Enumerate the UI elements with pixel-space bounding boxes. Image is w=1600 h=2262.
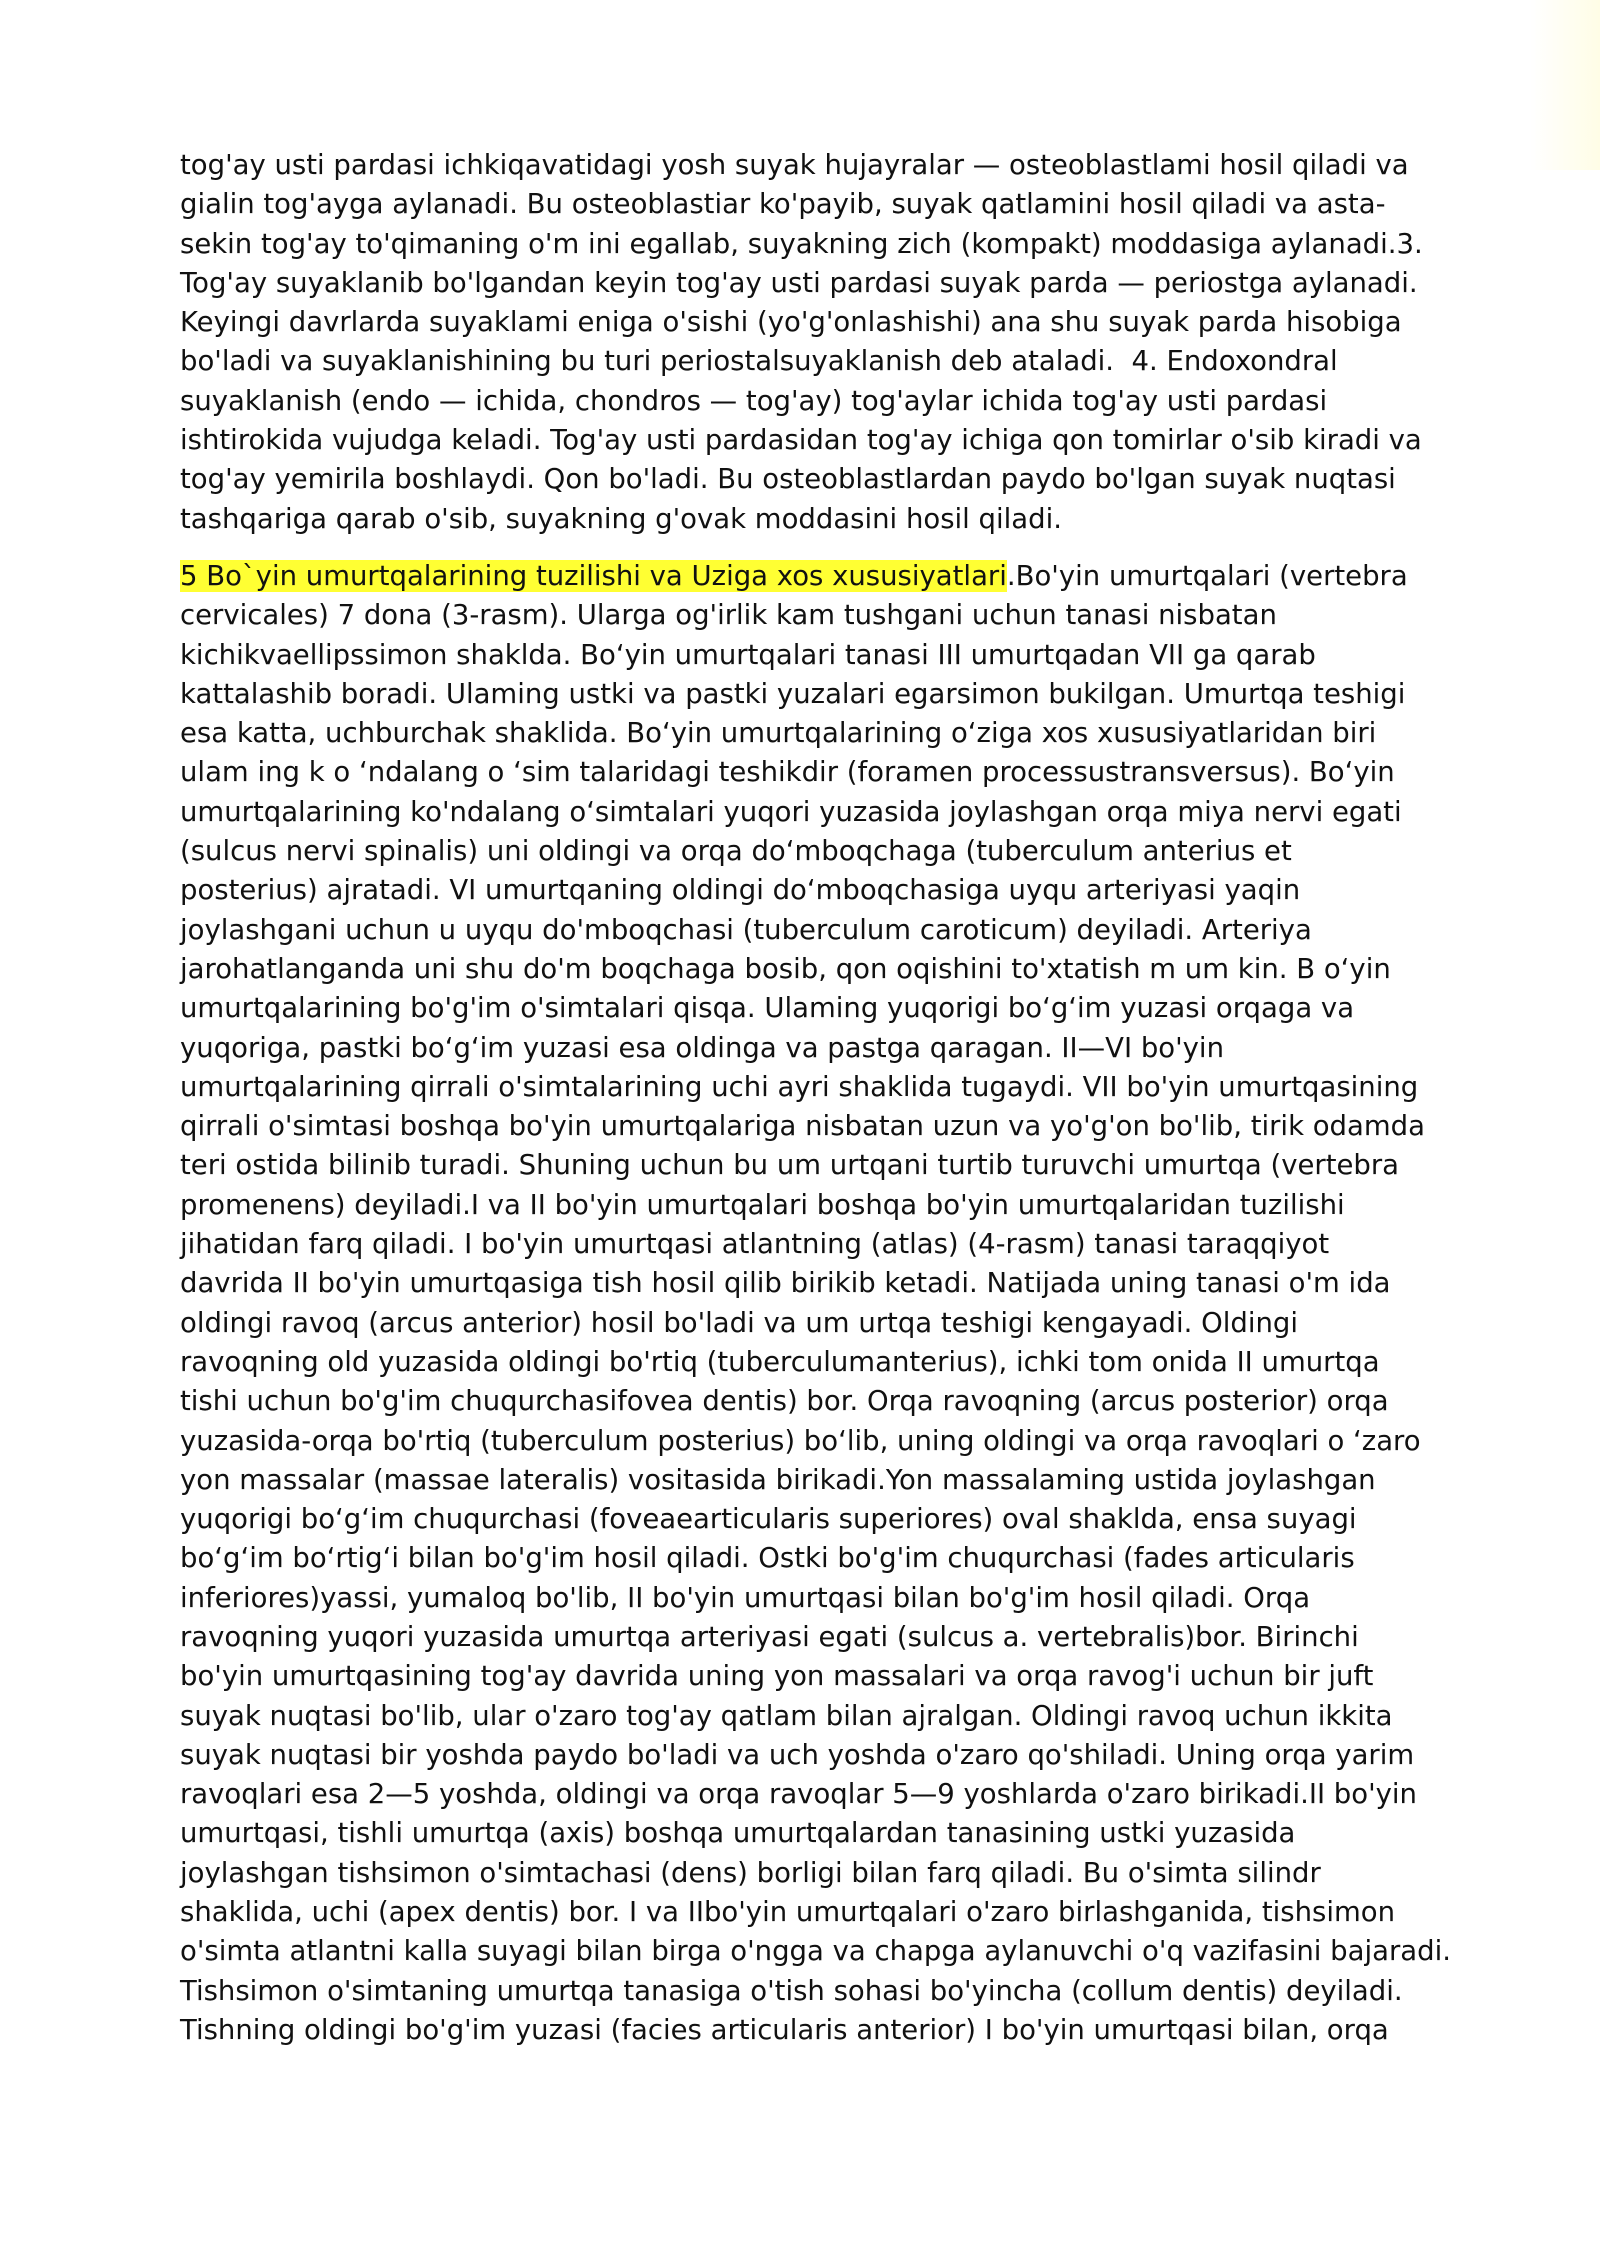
text-line: gialin tog'ayga aylanadi. Bu osteoblastiar ko'payib, suyak qatlamini hosil qiladi va asta- [180,188,1386,221]
text-line: shaklida, uchi (apex dentis) bor. I va IIbo'yin umurtqalari o'zaro birlashganida, tishsimon [180,1896,1396,1929]
text-line: umurtqalarining ko'ndalang o‘simtalari yuqori yuzasida joylashgan orqa miya nervi egati [180,795,1402,828]
text-line: tog'ay yemirila boshlaydi. Qon bo'ladi. Bu osteoblastlardan paydo bo'lgan suyak nuqtasi [180,463,1396,496]
text-line: yuqorigi bo‘g‘im chuqurchasi (foveaearticularis superiores) oval shaklda, ensa suyagi [180,1503,1357,1536]
text-line: ishtirokida vujudga keladi. Tog'ay usti pardasidan tog'ay ichiga qon tomirlar o'sib kiradi va [180,424,1422,457]
text-line: yuzasida-orqa bo'rtiq (tuberculum posterius) bo‘lib, uning oldingi va orqa ravoqlari o ‘zaro [180,1424,1421,1457]
first-line-text: .Bo'yin umurtqalari (vertebra [1006,559,1408,592]
paragraph-spacer [180,539,1380,557]
text-line: o'simta atlantni kalla suyagi bilan birga o'ngga va chapga aylanuvchi o'q vazifasini bajaradi. [180,1935,1451,1968]
page-edge-shading [1530,0,1600,170]
text-line: bo'ladi va suyaklanishining bu turi periostalsuyaklanish deb ataladi. 4. Endoxondral [180,345,1338,378]
text-line: joylashgani uchun u uyqu do'mboqchasi (tuberculum caroticum) deyiladi. Arteriya [180,913,1312,946]
text-line: Tishning oldingi bo'g'im yuzasi (facies articularis anterior) I bo'yin umurtqasi bilan, orqa [180,2013,1389,2046]
text-line: (sulcus nervi spinalis) uni oldingi va orqa do‘mboqchaga (tuberculum anterius et [180,835,1292,868]
text-line: davrida II bo'yin umurtqasiga tish hosil qilib birikib ketadi. Natijada uning tanasi o'm ida [180,1267,1391,1300]
paragraph-cervical-vertebrae [180,557,1451,2050]
text-line: tashqariga qarab o'sib, suyakning g'ovak moddasini hosil qiladi. [180,502,1062,535]
text-line: esa katta, uchburchak shaklida. Bo‘yin umurtqalarining o‘ziga xos xususiyatlaridan biri [180,717,1377,750]
text-line: joylashgan tishsimon o'simtachasi (dens) borligi bilan farq qiladi. Bu o'simta silindr [180,1856,1321,1889]
highlighted-section-heading: 5 Bo`yin umurtqalarining tuzilishi va Uziga xos xususiyatlari [180,559,1007,592]
text-line: cervicales) 7 dona (3-rasm). Ularga og'irlik kam tushgani uchun tanasi nisbatan [180,599,1277,632]
text-line: jihatidan farq qiladi. I bo'yin umurtqasi atlantning (atlas) (4-rasm) tanasi taraqqiyot [180,1228,1330,1261]
text-line: inferiores)yassi, yumaloq bo'lib, II bo'yin umurtqasi bilan bo'g'im hosil qiladi. Orqa [180,1581,1311,1614]
text-line: yuqoriga, pastki bo‘g‘im yuzasi esa oldinga va pastga qaragan. II—VI bo'yin [180,1031,1225,1064]
text-line: ravoqning old yuzasida oldingi bo'rtiq (tuberculumanterius), ichki tom onida II umurtqa [180,1345,1380,1378]
text-line: posterius) ajratadi. VI umurtqaning oldingi do‘mboqchasiga uyqu arteriyasi yaqin [180,874,1301,907]
text-line: suyak nuqtasi bo'lib, ular o'zaro tog'ay qatlam bilan ajralgan. Oldingi ravoq uchun ikkita [180,1699,1393,1732]
paragraph-ossification [180,146,1423,539]
paragraph-first-line [180,557,1408,596]
text-line: yon massalar (massae lateralis) vositasida birikadi.Yon massalaming ustida joylashgan [180,1463,1376,1496]
text-line: umurtqalarining qirrali o'simtalarining uchi ayri shaklida tugaydi. VII bo'yin umurtqasining [180,1070,1419,1103]
text-line: Tishsimon o'simtaning umurtqa tanasiga o'tish sohasi bo'yincha (collum dentis) deyiladi. [180,1974,1403,2007]
text-line: ravoqning yuqori yuzasida umurtqa arteriyasi egati (sulcus a. vertebralis)bor. Birinchi [180,1620,1359,1653]
text-line: Tog'ay suyaklanib bo'lgandan keyin tog'ay usti pardasi suyak parda — periostga aylanadi. [180,266,1418,299]
text-line: bo'yin umurtqasining tog'ay davrida uning yon massalari va orqa ravog'i uchun bir juft [180,1660,1374,1693]
text-line: ulam ing k o ‘ndalang o ‘sim talaridagi teshikdir (foramen processustransversus). Bo‘yin [180,756,1395,789]
document-body [180,146,1451,2050]
text-line: oldingi ravoq (arcus anterior) hosil bo'ladi va um urtqa teshigi kengayadi. Oldingi [180,1306,1299,1339]
text-line: suyak nuqtasi bir yoshda paydo bo'ladi va uch yoshda o'zaro qo'shiladi. Uning orqa yarim [180,1738,1415,1771]
text-line: teri ostida bilinib turadi. Shuning uchun bu um urtqani turtib turuvchi umurtqa (vertebra [180,1149,1400,1182]
text-line: promenens) deyiladi.I va II bo'yin umurtqalari boshqa bo'yin umurtqalaridan tuzilishi [180,1188,1345,1221]
text-line: umurtqalarining bo'g'im o'simtalari qisqa. Ulaming yuqorigi bo‘g‘im yuzasi orqaga va [180,992,1355,1025]
text-line: tog'ay usti pardasi ichkiqavatidagi yosh suyak hujayralar — osteoblastlami hosil qiladi va [180,149,1409,181]
text-line: qirrali o'simtasi boshqa bo'yin umurtqalariga nisbatan uzun va yo'g'on bo'lib, tirik odamda [180,1110,1425,1143]
text-line: ravoqlari esa 2—5 yoshda, oldingi va orqa ravoqlar 5—9 yoshlarda o'zaro birikadi.II bo'yin [180,1778,1417,1811]
text-line: Keyingi davrlarda suyaklami eniga o'sishi (yo'g'onlashishi) ana shu suyak parda hisobiga [180,306,1402,339]
text-line: sekin tog'ay to'qimaning o'm ini egallab, suyakning zich (kompakt) moddasiga aylanadi.3. [180,227,1423,260]
text-line: kichikvaellipssimon shaklda. Bo‘yin umurtqalari tanasi III umurtqadan VII ga qarab [180,638,1316,671]
text-line: jarohatlanganda uni shu do'm boqchaga bosib, qon oqishini to'xtatish m um kin. B o‘yin [180,952,1391,985]
text-line: kattalashib boradi. Ulaming ustki va pastki yuzalari egarsimon bukilgan. Umurtqa teshigi [180,677,1406,710]
text-line: bo‘g‘im bo‘rtig‘i bilan bo'g'im hosil qiladi. Ostki bo'g'im chuqurchasi (fades articularis [180,1542,1355,1575]
text-line: umurtqasi, tishli umurtqa (axis) boshqa umurtqalardan tanasining ustki yuzasida [180,1817,1296,1850]
text-line: suyaklanish (endo — ichida, chondros — tog'ay) tog'aylar ichida tog'ay usti pardasi [180,384,1328,417]
text-line: tishi uchun bo'g'im chuqurchasifovea dentis) bor. Orqa ravoqning (arcus posterior) orqa [180,1385,1389,1418]
